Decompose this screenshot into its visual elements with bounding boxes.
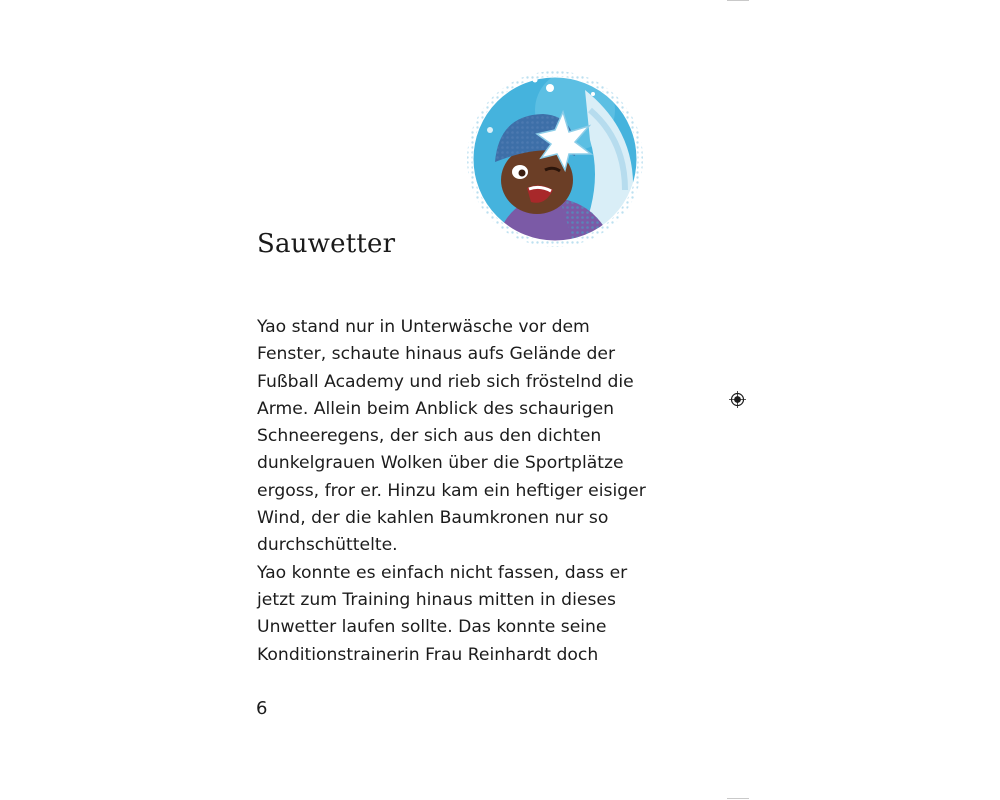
body-text xyxy=(257,314,657,669)
text-line: Fußball Academy und rieb sich fröstelnd die xyxy=(257,371,634,392)
text-line: Yao konnte es einfach nicht fassen, dass er xyxy=(257,562,628,583)
chapter-title: Sauwetter xyxy=(257,229,396,259)
text-line: Schneeregens, der sich aus den dichten xyxy=(257,426,602,447)
crop-mark-top xyxy=(727,0,749,1)
registration-mark-icon xyxy=(729,391,746,408)
text-line: Wind, der die kahlen Baumkronen nur so xyxy=(257,508,609,529)
text-line: Unwetter laufen sollte. Das konnte seine xyxy=(257,617,607,638)
text-line: Arme. Allein beim Anblick des schaurigen xyxy=(257,398,615,419)
text-line: Konditionstrainerin Frau Reinhardt doch xyxy=(257,644,599,665)
text-line: jetzt zum Training hinaus mitten in dieses xyxy=(257,589,616,610)
text-line: dunkelgrauen Wolken über die Sportplätze xyxy=(257,453,624,474)
text-line: ergoss, fror er. Hinzu kam ein heftiger eisiger xyxy=(257,480,646,501)
page-number: 6 xyxy=(256,698,268,719)
text-line: Fenster, schaute hinaus aufs Gelände der xyxy=(257,344,616,365)
crop-mark-bottom xyxy=(727,798,749,799)
text-line: durchschüttelte. xyxy=(257,535,398,556)
text-line: Yao stand nur in Unterwäsche vor dem xyxy=(257,317,590,337)
boy-hit-by-snowball-illustration xyxy=(465,70,645,248)
